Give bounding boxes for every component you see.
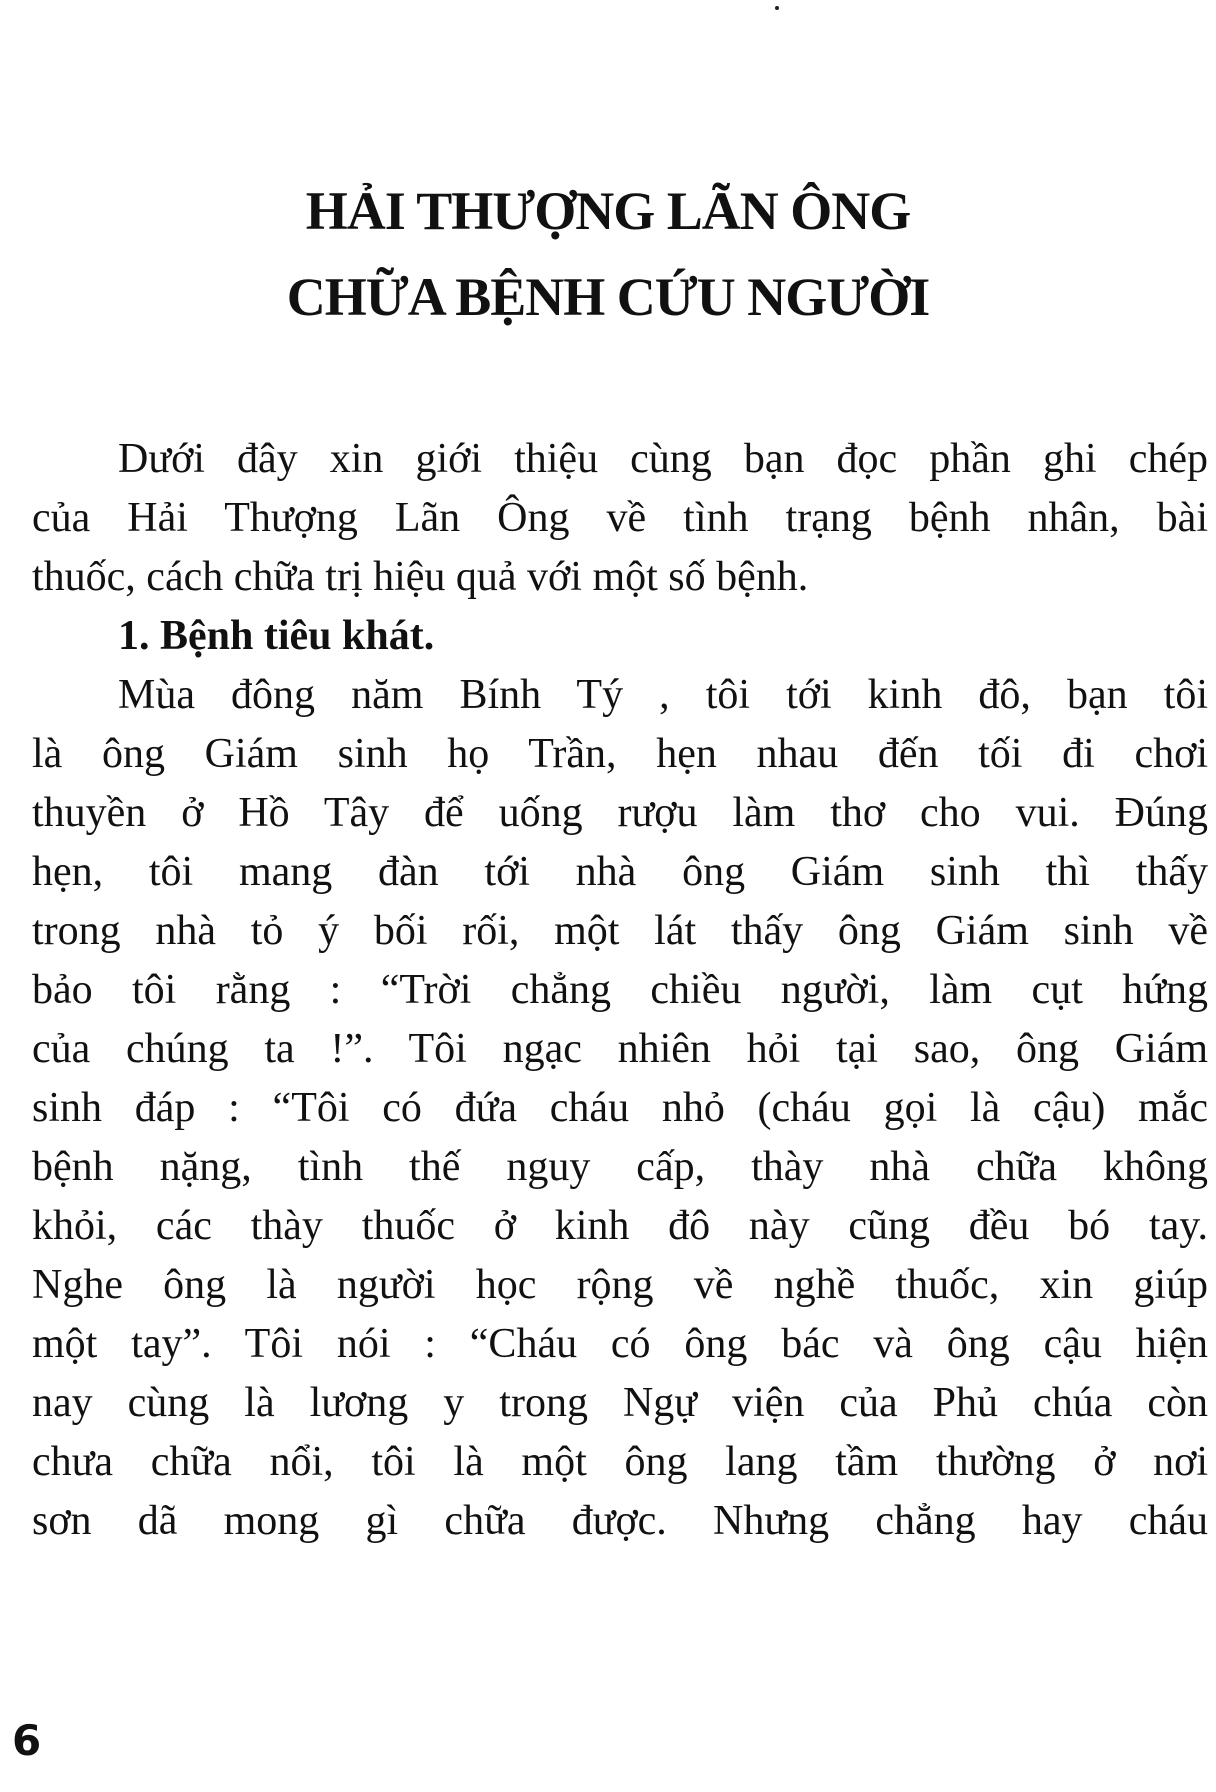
paragraph-line: một tay”. Tôi nói : “Cháu có ông bác và ông cậu hiện <box>32 1321 1208 1367</box>
paragraph-line: Mùa đông năm Bính Tý , tôi tới kinh đô, bạn tôi <box>118 672 1208 718</box>
paragraph-line: Nghe ông là người học rộng về nghề thuốc, xin giúp <box>32 1262 1208 1308</box>
paragraph-line: nay cùng là lương y trong Ngự viện của Phủ chúa còn <box>32 1380 1208 1426</box>
paragraph-line: hẹn, tôi mang đàn tới nhà ông Giám sinh thì thấy <box>32 849 1208 895</box>
intro-line: Dưới đây xin giới thiệu cùng bạn đọc phần ghi chép <box>118 436 1208 482</box>
paragraph-line: khỏi, các thày thuốc ở kinh đô này cũng đều bó tay. <box>32 1203 1208 1249</box>
chapter-title-line-1: HẢI THƯỢNG LÃN ÔNG <box>305 181 911 241</box>
paragraph-line: chưa chữa nổi, tôi là một ông lang tầm thường ở nơi <box>32 1439 1208 1485</box>
page-number: 6 <box>12 1716 42 1765</box>
paragraph-line: thuyền ở Hồ Tây để uống rượu làm thơ cho vui. Đúng <box>32 790 1208 836</box>
paragraph-line: bảo tôi rằng : “Trời chẳng chiều người, làm cụt hứng <box>32 967 1208 1013</box>
scan-speck <box>775 6 779 10</box>
paragraph-line: sơn dã mong gì chữa được. Nhưng chẳng hay cháu <box>32 1498 1208 1544</box>
paragraph-line: của chúng ta !”. Tôi ngạc nhiên hỏi tại sao, ông Giám <box>32 1026 1208 1072</box>
section-heading: 1. Bệnh tiêu khát. <box>118 613 435 659</box>
paragraph-line: là ông Giám sinh họ Trần, hẹn nhau đến tối đi chơi <box>32 731 1208 777</box>
paragraph-line: sinh đáp : “Tôi có đứa cháu nhỏ (cháu gọi là cậu) mắc <box>32 1085 1208 1131</box>
intro-line: của Hải Thượng Lãn Ông về tình trạng bệnh nhân, bài <box>32 495 1208 541</box>
paragraph-line: bệnh nặng, tình thế nguy cấp, thày nhà chữa không <box>32 1144 1208 1190</box>
body-text <box>32 430 1208 1551</box>
paragraph-line: trong nhà tỏ ý bối rối, một lát thấy ông Giám sinh về <box>32 908 1208 954</box>
chapter-title <box>0 168 1216 340</box>
chapter-title-line-2: CHỮA BỆNH CỨU NGƯỜI <box>286 267 930 327</box>
intro-line: thuốc, cách chữa trị hiệu quả với một số bệnh. <box>32 554 809 600</box>
